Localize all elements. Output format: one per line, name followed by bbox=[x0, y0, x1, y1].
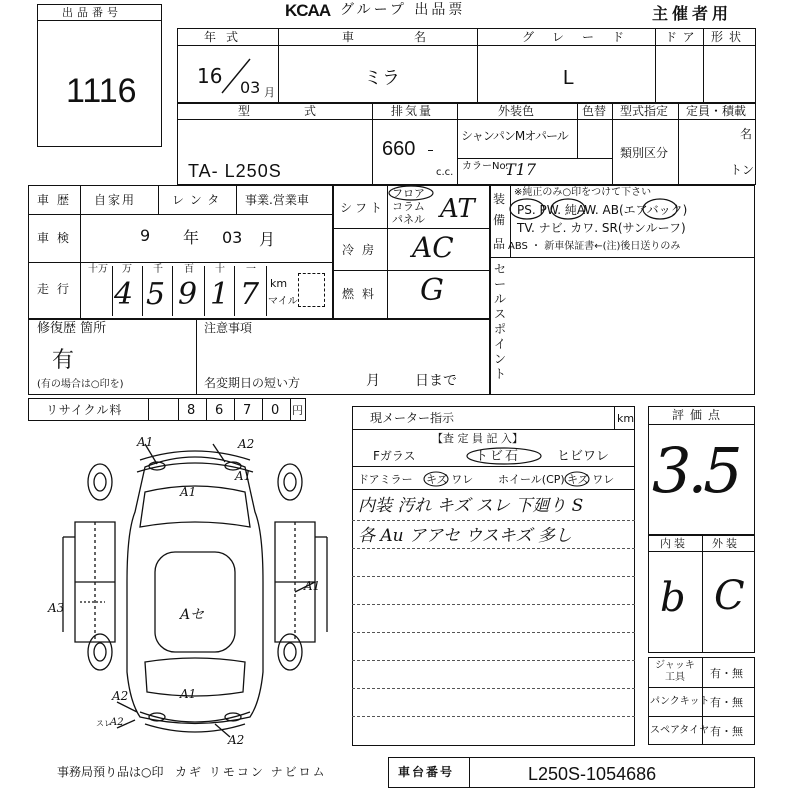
equipment-label-1: 装 bbox=[493, 192, 506, 206]
inspection-month-unit: 月 bbox=[259, 230, 276, 249]
shift-value: AT bbox=[440, 194, 475, 224]
mileage-digit: 7 bbox=[240, 277, 260, 312]
puncture-kit-label: パンクキット bbox=[650, 696, 710, 707]
capacity-label: 定員・積載 bbox=[686, 104, 747, 118]
inspection-label: 車検 bbox=[37, 231, 78, 245]
damage-mark: A3 bbox=[48, 601, 65, 615]
fuel-value: G bbox=[420, 273, 444, 308]
recycle-fee-label: リサイクル料 bbox=[46, 403, 123, 417]
equipment-circles bbox=[505, 196, 755, 224]
jack-option: 有・無 bbox=[710, 667, 743, 680]
mileage-digit: 9 bbox=[178, 277, 198, 312]
color-no-label: カラーNo. bbox=[462, 161, 509, 172]
windshield-option-crack: ヒビワレ bbox=[557, 449, 610, 464]
mileage-digit: 1 bbox=[210, 277, 230, 312]
lot-number: 1116 bbox=[66, 72, 137, 110]
office-note: 事務局預り品は○印 bbox=[57, 765, 164, 779]
fuel-label: 燃料 bbox=[342, 287, 383, 301]
notes-label: 注意事項 bbox=[204, 321, 253, 335]
digit-label-100k: 十万 bbox=[88, 264, 108, 275]
interior-label: 内装 bbox=[660, 537, 688, 550]
month-value: 03 bbox=[240, 78, 261, 97]
model-designation-label: 型式指定 bbox=[620, 104, 669, 118]
inspector-label: 【査 定 員 記 入】 bbox=[432, 432, 523, 445]
form-title: グループ 出品票 bbox=[340, 2, 466, 18]
repair-history-note: (有の場合は○印を) bbox=[37, 379, 124, 390]
meter-reading-label: 現メーター指示 bbox=[370, 411, 455, 425]
inspection-year: 9 bbox=[140, 226, 151, 245]
equipment-line2: TV. ナビ. カワ. SR(サンルーフ) bbox=[517, 221, 686, 235]
history-label: 車歴 bbox=[37, 193, 78, 207]
digit-label-1: 一 bbox=[246, 264, 256, 275]
mileage-digit: 4 bbox=[114, 277, 134, 312]
meter-unit: km bbox=[617, 412, 635, 425]
km-label: km bbox=[270, 277, 288, 290]
shift-panel: パネル bbox=[392, 213, 425, 226]
puncture-option: 有・無 bbox=[710, 696, 743, 709]
name-change-month: 月 bbox=[366, 373, 380, 389]
damage-mark: A1 bbox=[137, 435, 154, 449]
category-label: 類別区分 bbox=[620, 146, 669, 160]
equipment-line1: PS. PW. 純AW. AB(エアバック) bbox=[517, 203, 688, 217]
mile-checkbox[interactable] bbox=[298, 273, 325, 307]
displacement-value: 660 bbox=[382, 138, 416, 160]
windshield-option-chip: トビ石 bbox=[475, 449, 521, 464]
brand-logo: KCAA bbox=[285, 1, 331, 20]
windshield-label: Fガラス bbox=[373, 449, 416, 463]
rating-label: 評価点 bbox=[672, 408, 727, 422]
color-no-value: T17 bbox=[505, 160, 537, 179]
door-label: ドア bbox=[665, 30, 701, 44]
mirror-circle bbox=[422, 470, 452, 488]
damage-mark: A2 bbox=[110, 717, 124, 728]
mirror-options: キズ ワレ bbox=[426, 473, 474, 486]
rental-label: レンタ bbox=[172, 193, 226, 207]
exterior-color-label: 外装色 bbox=[498, 104, 535, 118]
exterior-value: C bbox=[714, 573, 745, 619]
mileage-digit: 5 bbox=[146, 277, 166, 312]
damage-mark: A1 bbox=[304, 579, 321, 593]
office-items: カギ リモコン ナビロム bbox=[175, 765, 327, 779]
organizer-label: 主催者用 bbox=[652, 4, 733, 23]
shift-floor-circle bbox=[387, 184, 437, 202]
jack-tool-label: ジャッキ工具 bbox=[655, 660, 695, 683]
damage-mark: A1 bbox=[180, 485, 197, 499]
private-use-label: 自家用 bbox=[94, 193, 137, 207]
damage-mark: A1 bbox=[180, 687, 197, 701]
digit-label-10: 十 bbox=[215, 264, 225, 275]
recycle-digit: 7 bbox=[243, 403, 252, 418]
ac-value: AC bbox=[412, 231, 454, 264]
chassis-number-label: 車台番号 bbox=[398, 765, 455, 779]
spare-tire-label: スペアタイヤ bbox=[650, 725, 710, 736]
car-name: ミラ bbox=[364, 68, 400, 89]
shift-floor: フロア bbox=[392, 187, 425, 200]
damage-note: スレ bbox=[96, 719, 112, 728]
recycle-digit: 8 bbox=[187, 403, 196, 418]
year-value: 16 bbox=[197, 64, 223, 88]
inspection-year-unit: 年 bbox=[183, 228, 200, 247]
damage-mark: A2 bbox=[112, 689, 129, 703]
year-label: 年式 bbox=[204, 30, 249, 44]
shape-label: 形状 bbox=[711, 30, 748, 44]
wheel-options: キズ ワレ bbox=[567, 473, 615, 486]
business-use-label: 事業.営業車 bbox=[245, 193, 309, 207]
month-unit: 月 bbox=[264, 86, 275, 99]
shift-label: シフト bbox=[340, 201, 386, 215]
wheel-label: ホイール(CP) bbox=[498, 473, 565, 486]
repair-history-value: 有 bbox=[52, 348, 75, 373]
inspection-month: 03 bbox=[222, 228, 243, 247]
model-value: TA- L250S bbox=[188, 161, 282, 181]
damage-mark: Aセ bbox=[180, 607, 205, 623]
equipment-note: ※純正のみ○印をつけて下さい bbox=[514, 187, 652, 198]
chassis-number-value: L250S-1054686 bbox=[528, 764, 657, 784]
recycle-digit: 6 bbox=[215, 403, 224, 418]
digit-label-1k: 千 bbox=[153, 264, 163, 275]
equipment-label-3: 品 bbox=[493, 237, 506, 251]
grade-value: L bbox=[563, 67, 575, 89]
interior-value: b bbox=[660, 575, 686, 621]
shift-column: コラム bbox=[392, 200, 425, 213]
digit-label-100: 百 bbox=[184, 264, 194, 275]
capacity-unit: 名 bbox=[740, 127, 753, 141]
model-label: 型式 bbox=[238, 104, 371, 118]
inspector-comment-1: 内装 汚れ キズ スレ 下廻り S bbox=[358, 496, 584, 516]
lot-number-label: 出品番号 bbox=[62, 6, 122, 19]
damage-mark: A1 bbox=[235, 469, 252, 483]
wheel-circle bbox=[563, 470, 593, 488]
recycle-digit: 0 bbox=[271, 403, 280, 418]
car-damage-diagram bbox=[45, 432, 345, 752]
ac-label: 冷房 bbox=[342, 243, 383, 257]
mile-label: マイル bbox=[268, 296, 298, 307]
displacement-unit: c.c. bbox=[436, 167, 454, 178]
equipment-label-2: 備 bbox=[493, 213, 506, 227]
damage-mark: A2 bbox=[228, 733, 245, 747]
sales-point-label: セールスポイント bbox=[493, 262, 506, 381]
recycle-unit: 円 bbox=[292, 404, 303, 417]
name-change-day: 日まで bbox=[415, 373, 457, 389]
mileage-label: 走行 bbox=[37, 282, 78, 296]
load-unit: トン bbox=[730, 163, 755, 177]
windshield-circle bbox=[464, 446, 544, 466]
repair-history-label: 修復歴 箇所 bbox=[37, 321, 107, 336]
rating-value: 3.5 bbox=[652, 434, 739, 507]
name-change-label: 名変期日の短い方 bbox=[204, 376, 301, 390]
damage-mark: A2 bbox=[238, 437, 255, 451]
digit-label-10k: 万 bbox=[122, 264, 132, 275]
equipment-line3: ABS ・ 新車保証書←(注)後日送りのみ bbox=[508, 241, 681, 252]
color-change-label: 色替 bbox=[582, 104, 607, 118]
displacement-label: 排気量 bbox=[391, 104, 434, 118]
spare-option: 有・無 bbox=[710, 725, 743, 738]
exterior-label: 外装 bbox=[712, 537, 740, 550]
exterior-color-value: シャンパンMオパール bbox=[461, 129, 568, 143]
name-label: 車名 bbox=[342, 30, 487, 44]
grade-label: グレード bbox=[522, 30, 643, 44]
mirror-label: ドアミラー bbox=[358, 473, 413, 486]
inspector-comment-2: 各 Au アアセ ウスキズ 多し bbox=[358, 526, 572, 546]
